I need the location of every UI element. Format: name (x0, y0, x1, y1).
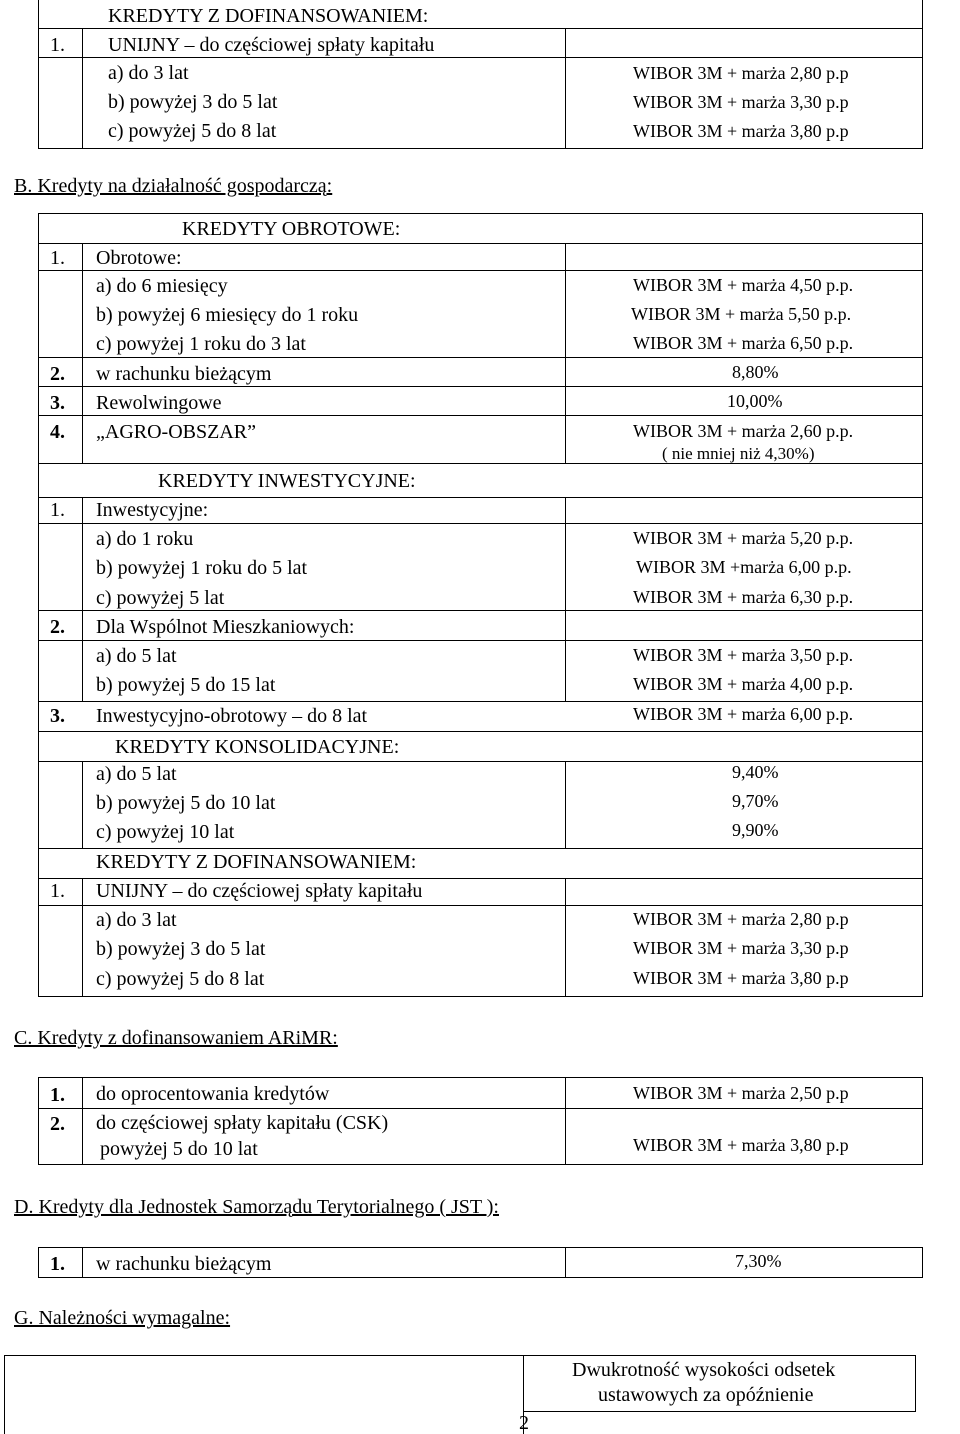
section-c-num-2: 2. (50, 1113, 65, 1135)
konsolidacyjne-row-value: 9,40% (732, 762, 779, 782)
obrotowe-num-1: 1. (50, 247, 65, 269)
konsolidacyjne-row-label: b) powyżej 5 do 10 lat (96, 792, 276, 814)
konsolidacyjne-row-label: c) powyżej 10 lat (96, 821, 235, 843)
top-row-value: WIBOR 3M + marża 2,80 p.p (633, 63, 849, 83)
top-item-1: UNIJNY – do częściowej spłaty kapitału (108, 34, 435, 56)
obrotowe-value-4-note: ( nie mniej niż 4,30%) (662, 444, 815, 463)
konsolidacyjne-row-value: 9,90% (732, 820, 779, 840)
section-c-value-1: WIBOR 3M + marża 2,50 p.p (633, 1083, 849, 1103)
top-heading: KREDYTY Z DOFINANSOWANIEM: (108, 5, 429, 27)
inwestycyjne-value-3: WIBOR 3M + marża 6,00 p.p. (633, 704, 854, 724)
inwestycyjne-row-label: c) powyżej 5 lat (96, 587, 225, 609)
inwestycyjne-item-1: Inwestycyjne: (96, 499, 209, 521)
dofinansowanie-heading: KREDYTY Z DOFINANSOWANIEM: (96, 851, 417, 873)
konsolidacyjne-row-label: a) do 5 lat (96, 763, 177, 785)
inwestycyjne-row-value: WIBOR 3M + marża 6,30 p.p. (633, 587, 854, 607)
inwestycyjne-item-3: Inwestycyjno-obrotowy – do 8 lat (96, 705, 368, 727)
inwestycyjne-num-3: 3. (50, 705, 65, 727)
page-number: 2 (519, 1412, 529, 1434)
section-c-item-2-line-1: do częściowej spłaty kapitału (CSK) (96, 1112, 389, 1134)
dofinansowanie-row-label: a) do 3 lat (96, 909, 177, 931)
section-d-item-1: w rachunku bieżącym (96, 1253, 272, 1275)
obrotowe-heading: KREDYTY OBROTOWE: (182, 218, 401, 240)
obrotowe-item-1: Obrotowe: (96, 247, 182, 269)
obrotowe-row-label: b) powyżej 6 miesięcy do 1 roku (96, 304, 359, 326)
section-d-value-1: 7,30% (735, 1251, 782, 1271)
obrotowe-num-4: 4. (50, 421, 65, 443)
inwestycyjne-row-value: WIBOR 3M + marża 5,20 p.p. (633, 528, 854, 548)
top-row-value: WIBOR 3M + marża 3,80 p.p (633, 121, 849, 141)
inwestycyjne-row-label: b) powyżej 1 roku do 5 lat (96, 557, 308, 579)
obrotowe-value-4: WIBOR 3M + marża 2,60 p.p. (633, 421, 854, 441)
obrotowe-row-value: WIBOR 3M + marża 5,50 p.p. (631, 304, 852, 324)
top-num-1: 1. (50, 34, 65, 56)
inwestycyjne-item-2: Dla Wspólnot Mieszkaniowych: (96, 616, 355, 638)
inwestycyjne-heading: KREDYTY INWESTYCYJNE: (158, 470, 416, 492)
section-c-value-2: WIBOR 3M + marża 3,80 p.p (633, 1135, 849, 1155)
dofinansowanie-item-1: UNIJNY – do częściowej spłaty kapitału (96, 880, 423, 902)
section-d-num-1: 1. (50, 1253, 65, 1275)
top-row-label: a) do 3 lat (108, 62, 189, 84)
section-g-value-line-1: Dwukrotność wysokości odsetek (572, 1359, 836, 1381)
obrotowe-row-label: a) do 6 miesięcy (96, 275, 228, 297)
obrotowe-value-2: 8,80% (732, 362, 779, 382)
inwestycyjne-row-label: a) do 5 lat (96, 645, 177, 667)
top-row-label: c) powyżej 5 do 8 lat (108, 120, 277, 142)
inwestycyjne-row-label: a) do 1 roku (96, 528, 194, 550)
obrotowe-num-2: 2. (50, 363, 65, 385)
inwestycyjne-row-value: WIBOR 3M +marża 6,00 p.p. (636, 557, 852, 577)
obrotowe-row-value: WIBOR 3M + marża 6,50 p.p. (633, 333, 854, 353)
dofinansowanie-row-label: c) powyżej 5 do 8 lat (96, 968, 265, 990)
obrotowe-value-3: 10,00% (727, 391, 783, 411)
obrotowe-item-3: Rewolwingowe (96, 392, 222, 414)
obrotowe-row-label: c) powyżej 1 roku do 3 lat (96, 333, 306, 355)
inwestycyjne-row-value: WIBOR 3M + marża 4,00 p.p. (633, 674, 854, 694)
obrotowe-row-value: WIBOR 3M + marża 4,50 p.p. (633, 275, 854, 295)
inwestycyjne-num-1: 1. (50, 499, 65, 521)
dofinansowanie-row-value: WIBOR 3M + marża 2,80 p.p (633, 909, 849, 929)
obrotowe-item-4: „AGRO-OBSZAR” (96, 421, 256, 443)
section-c-title: C. Kredyty z dofinansowaniem ARiMR: (14, 1027, 338, 1049)
obrotowe-num-3: 3. (50, 392, 65, 414)
top-row-label: b) powyżej 3 do 5 lat (108, 91, 278, 113)
obrotowe-item-2: w rachunku bieżącym (96, 363, 272, 385)
section-g-title: G. Należności wymagalne: (14, 1307, 231, 1329)
dofinansowanie-row-value: WIBOR 3M + marża 3,80 p.p (633, 968, 849, 988)
section-b-title: B. Kredyty na działalność gospodarczą: (14, 175, 333, 197)
konsolidacyjne-row-value: 9,70% (732, 791, 779, 811)
section-g-value-line-2: ustawowych za opóźnienie (598, 1384, 814, 1406)
dofinansowanie-num-1: 1. (50, 880, 65, 902)
section-c-item-1: do oprocentowania kredytów (96, 1083, 330, 1105)
dofinansowanie-row-label: b) powyżej 3 do 5 lat (96, 938, 266, 960)
top-row-value: WIBOR 3M + marża 3,30 p.p (633, 92, 849, 112)
section-d-title: D. Kredyty dla Jednostek Samorządu Terytorialnego ( JST ): (14, 1196, 499, 1218)
section-c-num-1: 1. (50, 1084, 65, 1106)
dofinansowanie-row-value: WIBOR 3M + marża 3,30 p.p (633, 938, 849, 958)
inwestycyjne-row-label: b) powyżej 5 do 15 lat (96, 674, 276, 696)
inwestycyjne-row-value: WIBOR 3M + marża 3,50 p.p. (633, 645, 854, 665)
section-c-item-2-line-2: powyżej 5 do 10 lat (100, 1138, 258, 1160)
inwestycyjne-num-2: 2. (50, 616, 65, 638)
konsolidacyjne-heading: KREDYTY KONSOLIDACYJNE: (115, 736, 400, 758)
